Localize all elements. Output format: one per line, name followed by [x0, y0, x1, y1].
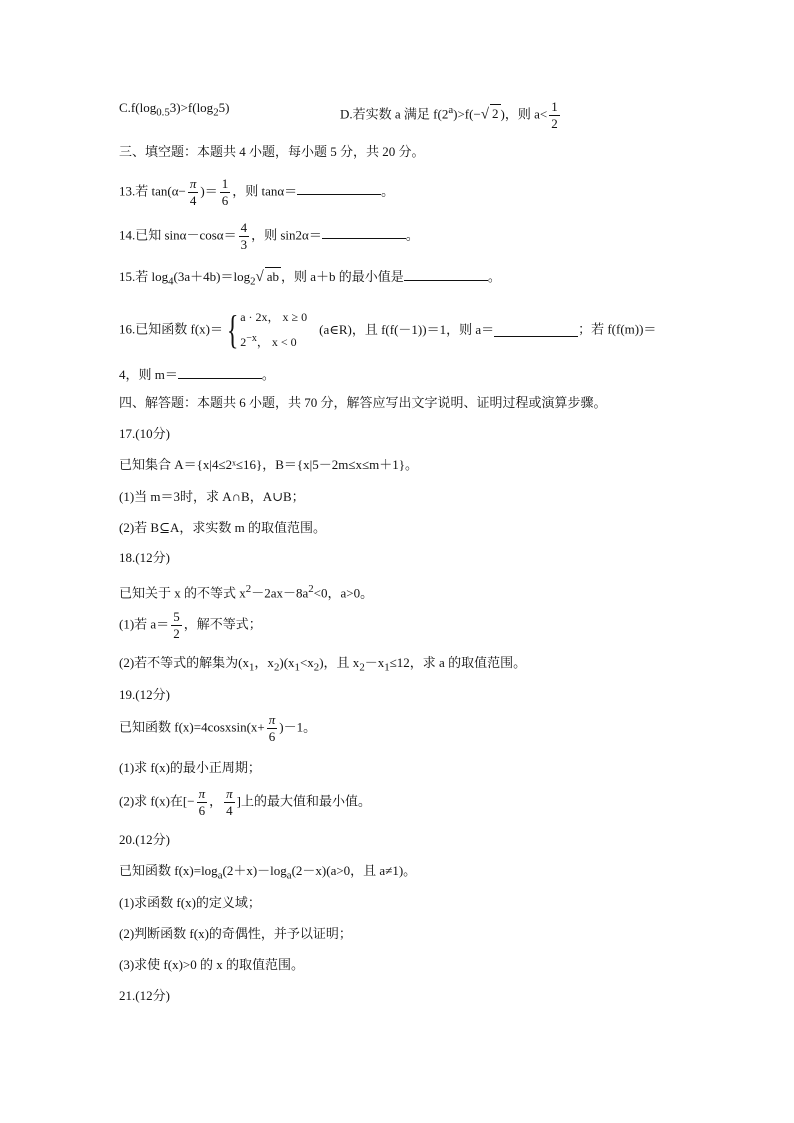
piecewise-function: { a · 2x， x ≥ 0 $2^{-x}$， x < 0	[226, 306, 308, 352]
answer-blank[interactable]	[297, 180, 381, 195]
answer-blank[interactable]	[178, 364, 262, 379]
fraction: $\frac{1}{6}$	[221, 176, 229, 208]
question-19-stem: 已知函数 f(x)=4cosxsin(x+ $\frac{\pi}{6}$ )－1。	[119, 712, 317, 744]
fraction: $\frac{1}{2}$	[551, 99, 558, 131]
option-c: $C.f(\log_{0.5}3)>f(\log_25)$	[119, 100, 230, 119]
fraction: $\frac{\pi}{6}$	[268, 712, 276, 744]
fraction: $\frac{\pi}{4}$	[189, 176, 197, 208]
fraction: $\frac{5}{2}$	[173, 609, 180, 641]
question-18-stem: 已知关于 x 的不等式 $x^2-2ax-8a^2<0$，a>0。	[119, 583, 374, 601]
option-d: D.若实数 a 满足 $f(2^a)>f(-√$ 2 )，则 a< $\frac{1}{2}$	[340, 99, 558, 131]
question-13: 13.若 tan(α− $\frac{\pi}{4}$ )＝ $\frac{1}{6}$ ，则 tanα＝ 。	[119, 176, 395, 208]
fraction: $\frac{\pi}{6}$	[198, 786, 206, 818]
section-4-heading: 四、解答题：本题共 6 小题，共 70 分，解答应写出文字说明、证明过程或演算步骤。	[119, 395, 607, 410]
question-16: 16.已知函数 f(x)＝ { a · 2x， x ≥ 0 $2^{-x}$， x < 0 (a∈R)，且 f(f(－1))＝1，则 a＝ ；若 f(f(m))＝	[119, 306, 657, 352]
question-11-options	[119, 99, 558, 131]
question-18-part-1: (1)若 a＝ $\frac{5}{2}$ ，解不等式；	[119, 609, 262, 641]
question-17-stem: 已知集合 A＝{x|4≤2ˣ≤16}，B＝{x|5－2m≤x≤m＋1}。	[119, 457, 418, 472]
question-19-part-2: (2)求 f(x)在[− $\frac{\pi}{6}$ ， $\frac{\pi}{4}$ ]上的最大值和最小值。	[119, 786, 371, 818]
question-19-part-1: (1)求 f(x)的最小正周期；	[119, 760, 261, 775]
answer-blank[interactable]	[494, 322, 578, 337]
question-20-part-2: (2)判断函数 f(x)的奇偶性，并予以证明；	[119, 926, 352, 941]
question-15: 15.若 $\log_4(3a+4b)=\log_2√$ ab ，则 a＋b 的最小值是 。	[119, 266, 501, 291]
question-20-part-3: (3)求使 f(x)>0 的 x 的取值范围。	[119, 957, 304, 972]
section-3-heading: 三、填空题：本题共 4 小题，每小题 5 分，共 20 分。	[119, 144, 425, 159]
question-17-part-1: (1)当 m＝3时，求 A∩B，A∪B；	[119, 489, 305, 504]
fraction: $\frac{\pi}{4}$	[226, 786, 233, 818]
question-19-heading: 19.(12分)	[119, 687, 170, 702]
question-20-part-1: (1)求函数 f(x)的定义域；	[119, 895, 261, 910]
answer-blank[interactable]	[404, 266, 488, 281]
fraction: $\frac{4}{3}$	[240, 220, 248, 252]
question-21-heading: 21.(12分)	[119, 988, 170, 1003]
answer-blank[interactable]	[322, 224, 406, 239]
question-17-part-2: (2)若 B⊆A，求实数 m 的取值范围。	[119, 520, 326, 535]
question-14: 14.已知 sinα－cosα＝ $\frac{4}{3}$ ，则 sin2α＝ 。	[119, 220, 419, 252]
question-18-part-2: (2)若不等式的解集为($x_1$，$x_2)(x_1<x_2)$，且 $x_2-x_1\le 12$，求 a 的取值范围。	[119, 655, 527, 674]
question-17-heading: 17.(10分)	[119, 426, 170, 441]
question-18-heading: 18.(12分)	[119, 550, 170, 565]
question-20-stem: 已知函数 $f(x)=\log_a(2+x)-\log_a(2-x)(a>0$，且 a≠1)。	[119, 863, 417, 882]
question-20-heading: 20.(12分)	[119, 832, 170, 847]
question-16-continued: 4，则 m＝ 。	[119, 364, 275, 384]
